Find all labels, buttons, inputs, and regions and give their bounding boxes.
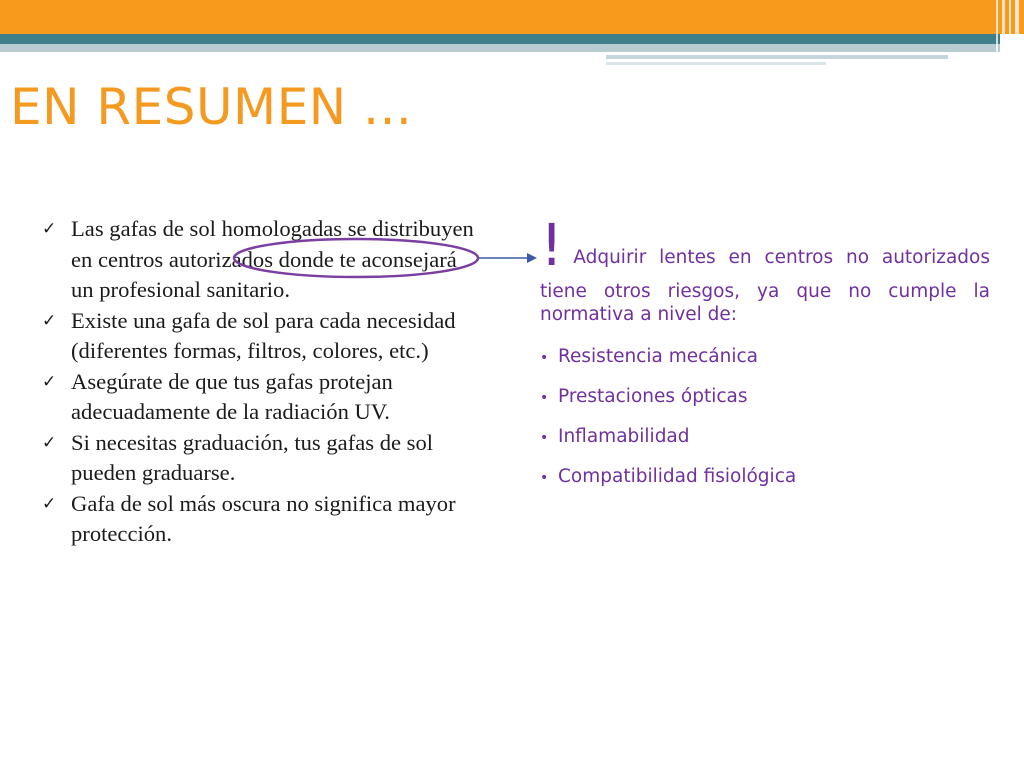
slide-title: EN RESUMEN ...	[10, 78, 413, 136]
check-icon: ✓	[42, 310, 57, 330]
list-item-text: Asegúrate de que tus gafas protejan adecuadamente de la radiación UV.	[71, 368, 393, 424]
check-icon: ✓	[42, 219, 57, 238]
list-item	[42, 428, 482, 489]
list-item	[540, 385, 990, 425]
check-icon: ✓	[42, 432, 57, 452]
list-item	[42, 214, 482, 306]
header-orange-bar	[0, 0, 1024, 34]
list-item	[42, 367, 482, 428]
exclamation-icon: !	[540, 211, 564, 279]
check-icon: ✓	[42, 371, 57, 391]
arrow-head-icon	[527, 253, 537, 263]
check-icon: ✓	[42, 493, 57, 513]
decorative-stripes	[992, 0, 1024, 68]
decorative-line	[606, 55, 948, 59]
warning-text-end: normativa a nivel de:	[540, 304, 738, 325]
list-item	[540, 465, 990, 505]
list-item	[42, 306, 482, 367]
header-teal-bar	[0, 34, 1000, 44]
header-gray-bar	[0, 44, 1000, 52]
list-item-text: Las gafas de sol homologadas se distribuyen en centros autorizados donde te aconsejará un profesional sanitario.	[71, 216, 474, 302]
bullet-icon: •	[540, 430, 549, 446]
list-item-text: Prestaciones ópticas	[558, 386, 748, 407]
decorative-line	[606, 62, 826, 65]
warning-paragraph	[540, 211, 990, 327]
list-item-text: Compatibilidad fisiológica	[558, 466, 797, 487]
bullet-icon: •	[540, 390, 549, 406]
warning-text: Adquirir lentes en centros no autorizados tiene otros riesgos, ya que no cumple la	[540, 247, 990, 302]
list-item-text: Existe una gafa de sol para cada necesidad (diferentes formas, filtros, colores, etc.)	[71, 307, 456, 363]
summary-list	[42, 214, 482, 550]
list-item-text: Gafa de sol más oscura no significa mayor protección.	[71, 490, 456, 546]
list-item-text: Resistencia mecánica	[558, 346, 758, 367]
list-item	[540, 345, 990, 385]
list-item-text: Inflamabilidad	[558, 426, 690, 447]
list-item	[42, 489, 482, 550]
requirements-list	[540, 345, 990, 505]
warning-block	[540, 211, 990, 505]
bullet-icon: •	[540, 350, 549, 366]
list-item	[540, 425, 990, 465]
list-item-text: Si necesitas graduación, tus gafas de sol pueden graduarse.	[71, 429, 434, 485]
bullet-icon: •	[540, 470, 549, 486]
